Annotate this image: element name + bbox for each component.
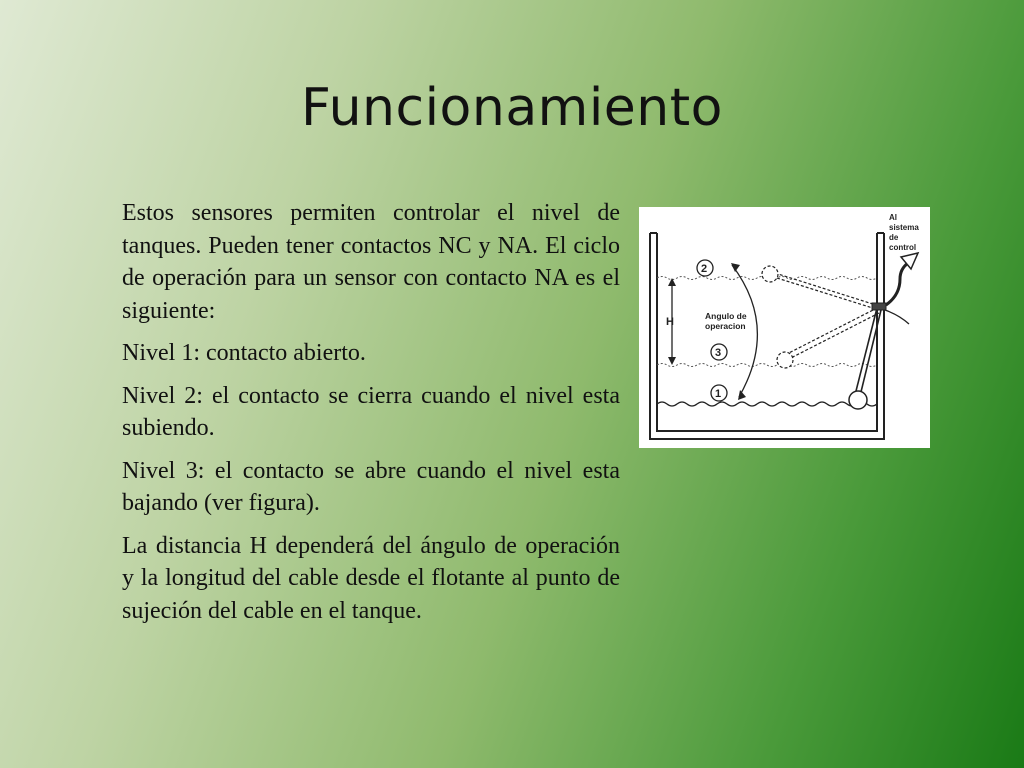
level-line-3 — [657, 364, 877, 367]
cable-clamp — [872, 303, 886, 310]
level-1-label: 1 — [715, 388, 722, 400]
tank-float-sensor-figure — [639, 207, 930, 448]
angle-arrow-top — [731, 263, 740, 272]
float-upper — [762, 266, 778, 282]
paragraph-level-1: Nivel 1: contacto abierto. — [122, 340, 366, 366]
float-lower — [849, 391, 867, 409]
control-label-line-2: sistema — [889, 223, 919, 232]
water-surface — [657, 402, 877, 406]
clamp-hook — [885, 310, 909, 324]
h-label: H — [666, 316, 674, 328]
control-label-line-1: Al — [889, 213, 897, 222]
page-title: Funcionamiento — [301, 78, 723, 138]
angle-label-line-1: Angulo de — [705, 311, 747, 321]
level-marker-1 — [711, 385, 727, 401]
tank-walls — [650, 233, 884, 439]
paragraph-distance-h: La distancia H dependerá del ángulo de operación y la longitud del cable desde el flotante al punto de sujeción del cable en el tanque. — [122, 532, 620, 624]
paragraph-level-2: Nivel 2: el contacto se cierra cuando el nivel esta subiendo. — [122, 382, 620, 441]
control-label-line-3: de — [889, 233, 899, 242]
float-cables — [775, 273, 881, 396]
paragraph-intro: Estos sensores permiten controlar el nivel de tanques. Pueden tener contactos NC y NA. El ciclo de operación para un sensor con contacto NA es el siguiente: — [122, 200, 620, 324]
level-marker-2 — [697, 260, 713, 276]
paragraph-level-3: Nivel 3: el contacto se abre cuando el nivel esta bajando (ver figura). — [122, 457, 620, 516]
angle-arc — [732, 265, 757, 397]
angle-label-line-2: operacion — [705, 321, 746, 331]
float-middle — [777, 352, 793, 368]
tank-diagram — [639, 207, 930, 448]
body-text — [122, 197, 620, 637]
level-3-label: 3 — [715, 347, 722, 359]
control-cable — [886, 263, 908, 305]
level-marker-3 — [711, 344, 727, 360]
level-2-label: 2 — [701, 263, 708, 275]
control-label-line-4: control — [889, 243, 917, 252]
